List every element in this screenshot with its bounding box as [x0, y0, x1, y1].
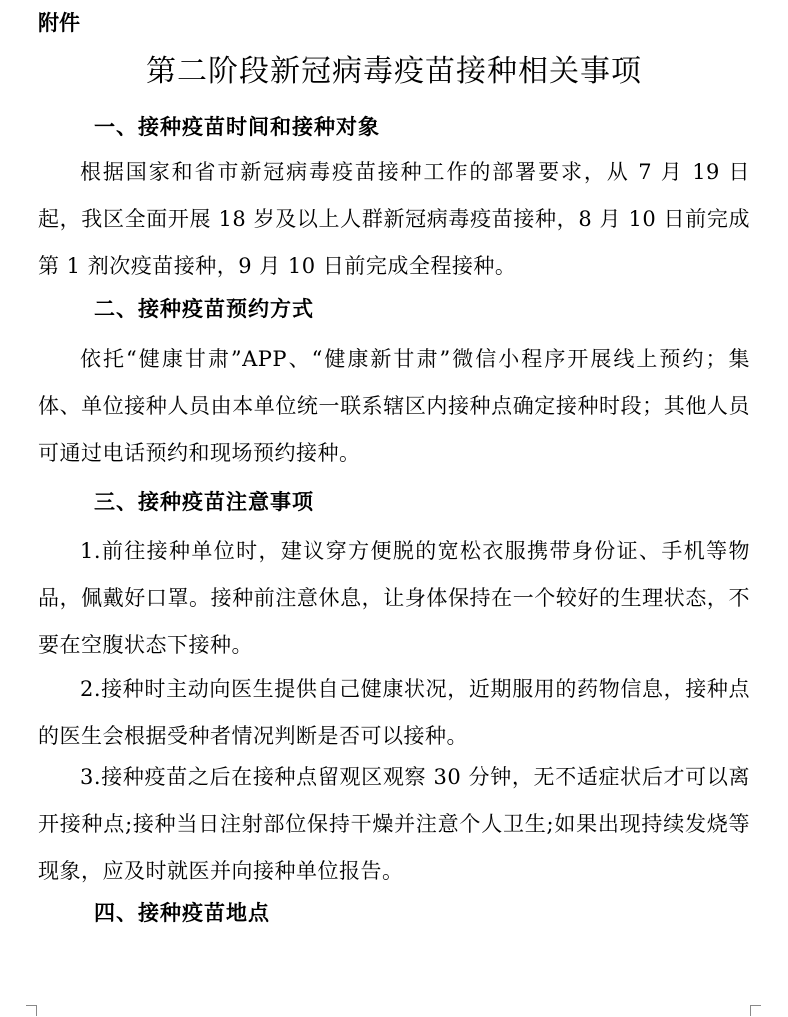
document-title: 第二阶段新冠病毒疫苗接种相关事项	[146, 54, 642, 89]
section-2-paragraph-1: 依托“健康甘肃”APP、“健康新甘肃”微信小程序开展线上预约；集体、单位接种人员由本单位统一联系辖区内接种点确定接种时段；其他人员可通过电话预约和现场预约接种。	[38, 347, 750, 465]
section-heading-3: 三、接种疫苗注意事项	[94, 490, 314, 514]
section-3-paragraph-3: 3.接种疫苗之后在接种点留观区观察 30 分钟，无不适症状后才可以离开接种点;接种当日注射部位保持干燥并注意个人卫生;如果出现持续发烧等现象，应及时就医并向接种单位报告。	[38, 765, 750, 883]
page-corner-mark-left	[26, 1005, 37, 1016]
section-3-paragraph-2: 2.接种时主动向医生提供自己健康状况，近期服用的药物信息，接种点的医生会根据受种者情况判断是否可以接种。	[38, 677, 750, 748]
section-1-paragraph-1: 根据国家和省市新冠病毒疫苗接种工作的部署要求，从 7 月 19 日起，我区全面开展 18 岁及以上人群新冠病毒疫苗接种，8 月 10 日前完成第 1 剂次疫苗接种，9 月 10 日前完成全程接种。	[38, 160, 750, 278]
section-heading-2: 二、接种疫苗预约方式	[94, 297, 314, 321]
attachment-label: 附件	[38, 11, 80, 35]
page-corner-mark-right	[750, 1005, 761, 1016]
section-heading-4: 四、接种疫苗地点	[94, 901, 270, 925]
section-3-paragraph-1: 1.前往接种单位时，建议穿方便脱的宽松衣服携带身份证、手机等物品，佩戴好口罩。接种前注意休息，让身体保持在一个较好的生理状态，不要在空腹状态下接种。	[38, 539, 750, 657]
section-heading-1: 一、接种疫苗时间和接种对象	[94, 115, 380, 139]
